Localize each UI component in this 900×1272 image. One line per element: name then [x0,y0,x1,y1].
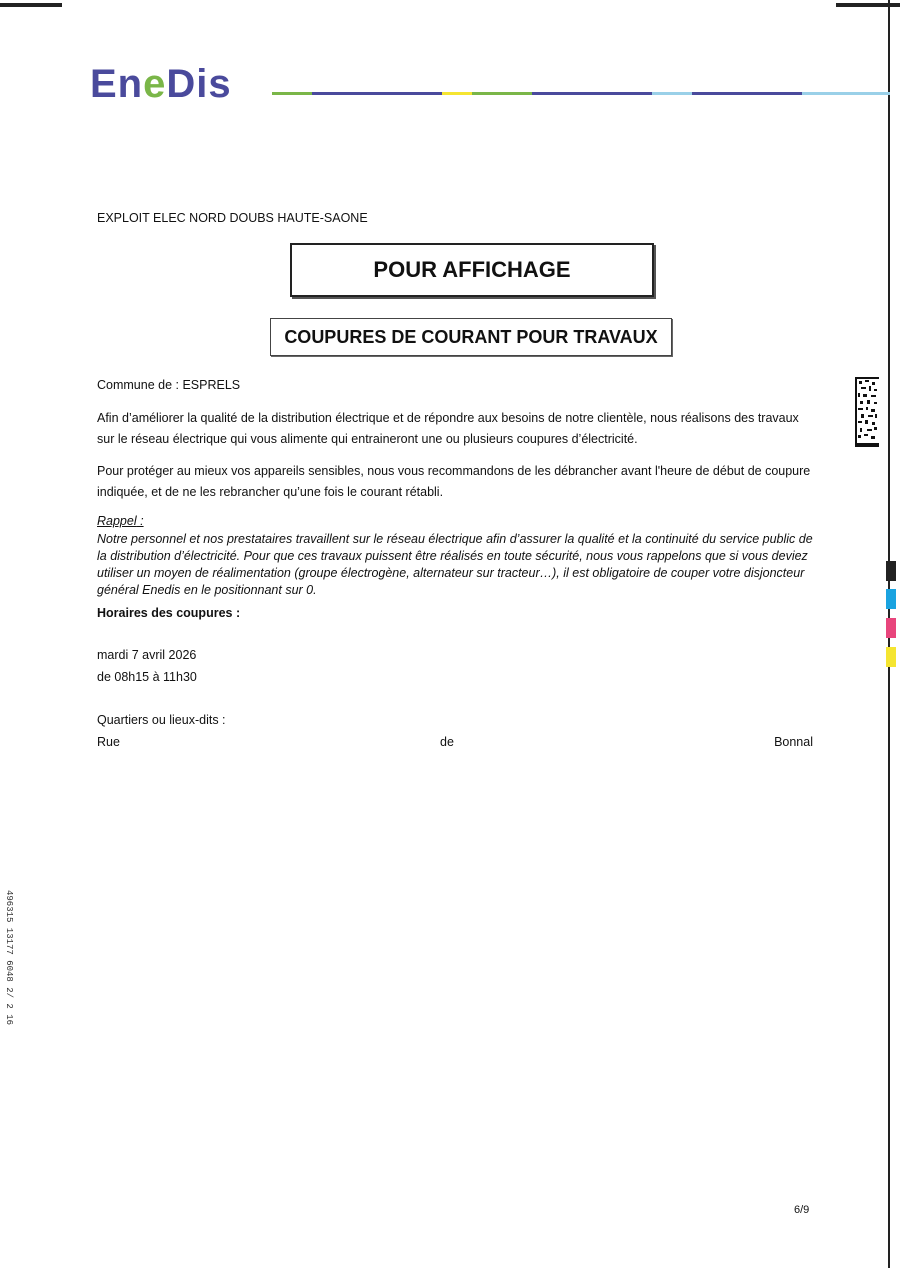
paragraph-advice: Pour protéger au mieux vos appareils sensibles, nous vous recommandons de les débrancher avant l'heure de début de coupure indiquée, et de ne les rebrancher qu’une fois le courant rétabli. [97,464,811,499]
outage-hours: de 08h15 à 11h30 [97,670,197,684]
print-swatch-cyan [886,589,896,609]
logo-part-3: Dis [166,62,232,106]
commune-line: Commune de : ESPRELS [97,378,241,392]
rappel-label: Rappel [97,514,137,528]
scan-mark-top-right [836,3,900,7]
print-swatch-magenta [886,618,896,638]
enedis-logo [90,62,232,107]
banner-title: POUR AFFICHAGE [290,243,654,297]
locations-heading: Quartiers ou lieux-dits : [97,713,226,727]
page-number: 6/9 [794,1204,810,1216]
location-part-1: Rue [97,735,120,749]
scan-mark-top-left [0,3,62,7]
print-swatch-yellow [886,647,896,667]
location-row [97,735,813,749]
datamatrix-code-icon [855,377,879,447]
paragraph-intro: Afin d’améliorer la qualité de la distribution électrique et de répondre aux besoins de notre clientèle, nous réalisons des travaux sur le réseau électrique qui vous alimente qui entraineront une ou plusieurs coupures d’électricité. [97,411,799,446]
outage-date: mardi 7 avril 2026 [97,648,197,662]
rappel-colon: : [136,514,144,528]
logo-underline [272,92,890,95]
banner-subtitle: COUPURES DE COURANT POUR TRAVAUX [270,318,672,356]
logo-part-1: En [90,62,144,106]
rappel-heading [97,514,144,528]
location-part-2: de [440,735,454,749]
schedule-heading: Horaires des coupures : [97,606,241,620]
logo-part-2: e [143,62,167,106]
location-part-3: Bonnal [774,735,813,749]
side-tracking-code: 496315 13177 6048 2/ 2 16 [4,890,14,1026]
rappel-text: Notre personnel et nos prestataires travaillent sur le réseau électrique afin d’assurer la qualité et la continuité du service public de la distribution d’électricité. Pour que ces travaux puissent être réalisés en toute sécurité, nous vous rappelons que si vous deviez utiliser un moyen de réalimentation (groupe électrogène, alternateur sur tracteur…), il est obligatoire de couper votre disjoncteur général Enedis en le positionnant sur 0. [97,532,813,597]
print-swatch-black [886,561,896,581]
operating-unit: EXPLOIT ELEC NORD DOUBS HAUTE-SAONE [97,211,368,225]
